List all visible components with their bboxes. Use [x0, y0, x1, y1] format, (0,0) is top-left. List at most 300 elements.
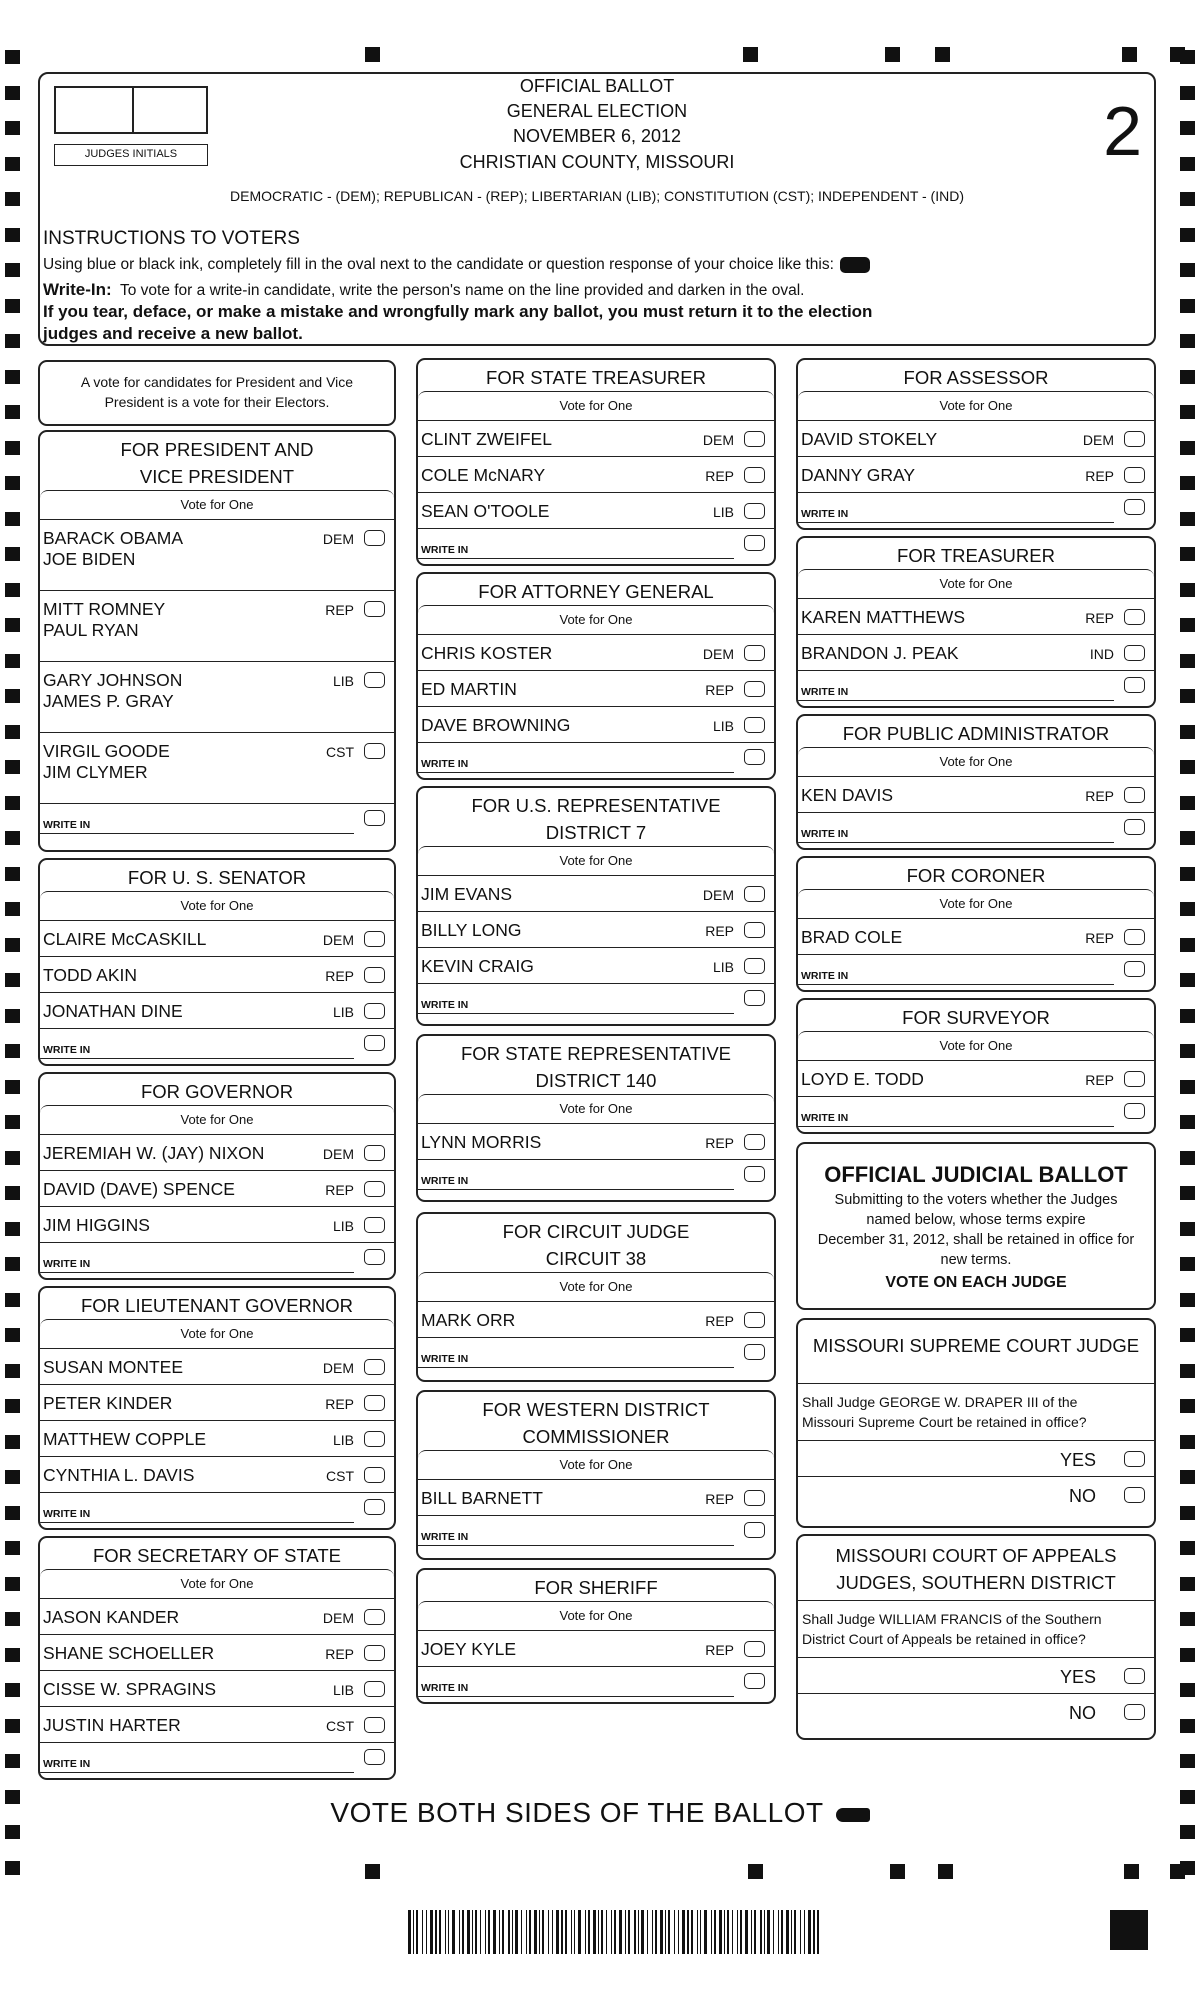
timing-mark	[5, 1364, 20, 1378]
vote-oval[interactable]	[744, 1490, 765, 1506]
barcode-bar	[791, 1910, 792, 1954]
candidate-row[interactable]: JEREMIAH W. (JAY) NIXON DEM	[40, 1135, 394, 1171]
retention-yes-row[interactable]: YES	[798, 1657, 1154, 1693]
barcode-bar	[697, 1910, 698, 1954]
vote-oval[interactable]	[1124, 1487, 1145, 1503]
write-in-row[interactable]: WRITE IN	[40, 804, 394, 834]
barcode	[408, 1910, 828, 1954]
timing-mark	[1180, 867, 1195, 881]
timing-mark	[5, 547, 20, 561]
write-in-row[interactable]: WRITE IN	[418, 1160, 774, 1190]
contest-president	[38, 430, 396, 852]
vote-oval[interactable]	[364, 1249, 385, 1265]
vote-oval[interactable]	[364, 1467, 385, 1483]
vote-oval[interactable]	[1124, 787, 1145, 803]
timing-mark	[5, 476, 20, 490]
judges-initials-label: JUDGES INITIALS	[54, 144, 208, 166]
barcode-bar	[426, 1910, 427, 1954]
contest-lieutenant-governor	[38, 1286, 396, 1530]
timing-mark	[5, 1577, 20, 1591]
vote-oval[interactable]	[744, 990, 765, 1006]
timing-mark	[935, 47, 950, 62]
vote-oval[interactable]	[364, 601, 385, 617]
candidate-row[interactable]: KAREN MATTHEWS REP	[798, 599, 1154, 635]
ballot-number: 2	[1103, 92, 1142, 170]
timing-mark	[1180, 1577, 1195, 1591]
write-in-row[interactable]: WRITE IN	[418, 1338, 774, 1368]
barcode-bar	[700, 1910, 701, 1954]
candidate-row[interactable]: MATTHEW COPPLE LIB	[40, 1421, 394, 1457]
write-in-row[interactable]: WRITE IN	[798, 813, 1154, 843]
vote-oval[interactable]	[364, 1609, 385, 1625]
contest-title: FOR GOVERNOR	[140, 1081, 294, 1102]
contest-us-senator	[38, 858, 396, 1066]
vote-for-one: Vote for One	[418, 1094, 774, 1124]
barcode-bar	[760, 1910, 762, 1954]
write-in-row[interactable]: WRITE IN	[798, 671, 1154, 701]
barcode-bar	[691, 1910, 693, 1954]
timing-mark	[890, 1864, 905, 1879]
write-in-row[interactable]: WRITE IN	[418, 1516, 774, 1546]
candidate-row[interactable]: JIM EVANS DEM	[418, 876, 774, 912]
candidate-row[interactable]: SEAN O'TOOLE LIB	[418, 493, 774, 529]
barcode-bar	[751, 1910, 752, 1954]
barcode-bar	[515, 1910, 518, 1954]
vote-oval[interactable]	[364, 672, 385, 688]
vote-oval[interactable]	[364, 1035, 385, 1051]
timing-mark	[5, 867, 20, 881]
barcode-bar	[737, 1910, 738, 1954]
vote-oval[interactable]	[364, 1181, 385, 1197]
timing-mark	[885, 47, 900, 62]
candidate-row[interactable]: TODD AKIN REP	[40, 957, 394, 993]
vote-oval[interactable]	[364, 1359, 385, 1375]
barcode-bar	[794, 1910, 796, 1954]
timing-mark	[1180, 476, 1195, 490]
barcode-bar	[472, 1910, 473, 1954]
vote-oval[interactable]	[744, 958, 765, 974]
vote-oval[interactable]	[364, 967, 385, 983]
barcode-bar	[767, 1910, 770, 1954]
contest-surveyor	[796, 998, 1156, 1134]
vote-oval[interactable]	[364, 1217, 385, 1233]
barcode-bar	[611, 1910, 612, 1954]
timing-mark	[5, 1612, 20, 1626]
barcode-bar	[625, 1910, 626, 1954]
timing-mark	[1180, 654, 1195, 668]
timing-mark	[5, 760, 20, 774]
timing-mark	[1180, 1222, 1195, 1236]
vote-for-one: Vote for One	[418, 1601, 774, 1631]
candidate-row[interactable]: SHANE SCHOELLER REP	[40, 1635, 394, 1671]
contest-title: FOR TREASURER	[897, 545, 1055, 566]
timing-mark	[1180, 760, 1195, 774]
vote-oval[interactable]	[744, 535, 765, 551]
barcode-bar	[606, 1910, 607, 1954]
timing-mark	[5, 1293, 20, 1307]
write-in-row[interactable]: WRITE IN	[798, 955, 1154, 985]
timing-mark	[1180, 1151, 1195, 1165]
timing-mark	[5, 370, 20, 384]
header-title: OFFICIAL BALLOT	[519, 76, 675, 96]
timing-mark	[1180, 583, 1195, 597]
timing-mark	[1180, 938, 1195, 952]
contest-title: FOR ATTORNEY GENERAL	[478, 581, 714, 602]
contest-title: FOR CORONER	[906, 865, 1046, 886]
write-in-row[interactable]: WRITE IN	[418, 743, 774, 773]
timing-mark	[5, 1861, 20, 1875]
timing-mark	[5, 1222, 20, 1236]
vote-oval[interactable]	[1124, 645, 1145, 661]
timing-mark	[5, 334, 20, 348]
timing-mark	[5, 618, 20, 632]
contest-western-district-commissioner	[416, 1390, 776, 1560]
barcode-bar	[687, 1910, 689, 1954]
timing-mark	[5, 263, 20, 277]
instructions-title: INSTRUCTIONS TO VOTERS	[43, 228, 300, 249]
vote-oval[interactable]	[364, 530, 385, 546]
candidate-row[interactable]: VIRGIL GOODE JIM CLYMER CST	[40, 733, 394, 804]
timing-mark	[1180, 1683, 1195, 1697]
barcode-bar	[638, 1910, 639, 1954]
barcode-bar	[773, 1910, 774, 1954]
vote-oval[interactable]	[364, 1003, 385, 1019]
timing-mark	[748, 1864, 763, 1879]
candidate-row[interactable]: CISSE W. SPRAGINS LIB	[40, 1671, 394, 1707]
barcode-bar	[740, 1910, 742, 1954]
vote-oval[interactable]	[1124, 1451, 1145, 1467]
barcode-bar	[754, 1910, 756, 1954]
timing-mark	[1180, 441, 1195, 455]
timing-mark	[5, 157, 20, 171]
barcode-bar	[578, 1910, 581, 1954]
retention-no-row[interactable]: NO	[798, 1476, 1154, 1512]
barcode-bar	[529, 1910, 531, 1954]
vote-for-one: Vote for One	[40, 1319, 394, 1349]
vote-oval[interactable]	[1124, 1103, 1145, 1119]
vote-oval[interactable]	[364, 1499, 385, 1515]
timing-mark	[1180, 370, 1195, 384]
candidate-row[interactable]: DAVID (DAVE) SPENCE REP	[40, 1171, 394, 1207]
instructions-line: Using blue or black ink, completely fill in the oval next to the candidate or question response of your choice like this:	[43, 256, 870, 274]
candidate-row[interactable]: BILLY LONG REP	[418, 912, 774, 948]
timing-mark	[1180, 1009, 1195, 1023]
retention-yes-row[interactable]: YES	[798, 1440, 1154, 1476]
write-in-row[interactable]: WRITE IN	[40, 1743, 394, 1773]
timing-mark	[365, 1864, 380, 1879]
vote-oval[interactable]	[744, 749, 765, 765]
vote-oval[interactable]	[744, 467, 765, 483]
contest-assessor	[796, 358, 1156, 530]
barcode-bar	[499, 1910, 500, 1954]
barcode-bar	[571, 1910, 572, 1954]
vote-oval[interactable]	[364, 1717, 385, 1733]
barcode-bar	[711, 1910, 712, 1954]
timing-mark	[1180, 1435, 1195, 1449]
candidate-row[interactable]: GARY JOHNSON JAMES P. GRAY LIB	[40, 662, 394, 733]
candidate-row[interactable]: CHRIS KOSTER DEM	[418, 635, 774, 671]
timing-mark	[1180, 192, 1195, 206]
candidate-row[interactable]: CLAIRE McCASKILL DEM	[40, 921, 394, 957]
vote-oval[interactable]	[744, 1166, 765, 1182]
timing-mark	[1180, 1719, 1195, 1733]
vote-oval[interactable]	[364, 1681, 385, 1697]
header-county: CHRISTIAN COUNTY, MISSOURI	[459, 152, 735, 172]
candidate-row[interactable]: KEVIN CRAIG LIB	[418, 948, 774, 984]
contest-title: FOR WESTERN DISTRICT COMMISSIONER	[482, 1399, 710, 1447]
timing-mark	[1180, 405, 1195, 419]
write-in-row[interactable]: WRITE IN	[40, 1493, 394, 1523]
vote-oval[interactable]	[744, 1312, 765, 1328]
candidate-row[interactable]: MARK ORR REP	[418, 1302, 774, 1338]
timing-mark	[5, 689, 20, 703]
timing-mark	[1180, 157, 1195, 171]
barcode-bar	[585, 1910, 586, 1954]
timing-mark	[5, 902, 20, 916]
barcode-bar	[727, 1910, 729, 1954]
retention-title: MISSOURI COURT OF APPEALS JUDGES, SOUTHERN DISTRICT	[835, 1545, 1117, 1593]
barcode-bar	[445, 1910, 446, 1954]
timing-mark	[1180, 1080, 1195, 1094]
vote-for-one: Vote for One	[418, 1450, 774, 1480]
vote-oval[interactable]	[1124, 961, 1145, 977]
barcode-bar	[526, 1910, 527, 1954]
vote-for-one: Vote for One	[40, 1105, 394, 1135]
candidate-row[interactable]: JIM HIGGINS LIB	[40, 1207, 394, 1243]
barcode-bar	[502, 1910, 504, 1954]
contest-coroner	[796, 856, 1156, 992]
contest-title: FOR SURVEYOR	[902, 1007, 1050, 1028]
vote-oval[interactable]	[744, 681, 765, 697]
candidate-row[interactable]: KEN DAVIS REP	[798, 777, 1154, 813]
vote-oval[interactable]	[744, 1641, 765, 1657]
vote-each-judge: VOTE ON EACH JUDGE	[885, 1274, 1067, 1291]
candidate-row[interactable]: CLINT ZWEIFEL DEM	[418, 421, 774, 457]
vote-for-one: Vote for One	[418, 846, 774, 876]
vote-oval[interactable]	[364, 810, 385, 826]
contest-treasurer	[796, 536, 1156, 708]
contest-circuit-judge	[416, 1212, 776, 1382]
candidate-row[interactable]: BARACK OBAMA JOE BIDEN DEM	[40, 520, 394, 591]
vote-oval[interactable]	[1124, 929, 1145, 945]
candidate-row[interactable]: DAVID STOKELY DEM	[798, 421, 1154, 457]
vote-oval[interactable]	[744, 1522, 765, 1538]
candidate-row[interactable]: JASON KANDER DEM	[40, 1599, 394, 1635]
timing-mark	[5, 725, 20, 739]
retention-court-of-appeals	[796, 1534, 1156, 1740]
timing-mark	[5, 121, 20, 135]
candidate-row[interactable]: LOYD E. TODD REP	[798, 1061, 1154, 1097]
timing-mark	[1180, 86, 1195, 100]
vote-for-one: Vote for One	[40, 891, 394, 921]
contest-title: FOR PUBLIC ADMINISTRATOR	[842, 723, 1110, 744]
vote-oval[interactable]	[364, 743, 385, 759]
barcode-bar	[416, 1910, 418, 1954]
vote-oval[interactable]	[744, 503, 765, 519]
filled-oval-example-icon	[840, 257, 870, 273]
vote-for-one: Vote for One	[418, 391, 774, 421]
timing-mark	[5, 1754, 20, 1768]
vote-oval[interactable]	[1124, 1071, 1145, 1087]
timing-mark	[1180, 1364, 1195, 1378]
barcode-bar	[781, 1910, 783, 1954]
barcode-bar	[724, 1910, 725, 1954]
candidate-row[interactable]: BRANDON J. PEAK IND	[798, 635, 1154, 671]
vote-oval[interactable]	[1124, 467, 1145, 483]
timing-mark	[5, 1683, 20, 1697]
barcode-bar	[459, 1910, 460, 1954]
timing-mark	[1180, 1541, 1195, 1555]
candidate-row[interactable]: MITT ROMNEY PAUL RYAN REP	[40, 591, 394, 662]
retention-supreme-court	[796, 1318, 1156, 1528]
candidate-row[interactable]: PETER KINDER REP	[40, 1385, 394, 1421]
barcode-bar	[808, 1910, 811, 1954]
barcode-bar	[714, 1910, 716, 1954]
barcode-bar	[652, 1910, 653, 1954]
write-in-row[interactable]: WRITE IN	[40, 1243, 394, 1273]
contest-attorney-general	[416, 572, 776, 780]
timing-mark	[5, 1506, 20, 1520]
timing-mark	[1180, 512, 1195, 526]
timing-mark	[1110, 1910, 1148, 1950]
barcode-bar	[704, 1910, 707, 1954]
candidate-row[interactable]: SUSAN MONTEE DEM	[40, 1349, 394, 1385]
vote-oval[interactable]	[364, 1145, 385, 1161]
timing-mark	[5, 1009, 20, 1023]
vote-oval[interactable]	[744, 1344, 765, 1360]
candidate-row[interactable]: BILL BARNETT REP	[418, 1480, 774, 1516]
vote-oval[interactable]	[364, 1749, 385, 1765]
candidate-row[interactable]: JONATHAN DINE LIB	[40, 993, 394, 1029]
candidate-row[interactable]: JOEY KYLE REP	[418, 1631, 774, 1667]
timing-mark	[1124, 1864, 1139, 1879]
ballot-header	[38, 72, 1156, 346]
vote-oval[interactable]	[1124, 819, 1145, 835]
vote-oval[interactable]	[744, 717, 765, 733]
candidate-row[interactable]: CYNTHIA L. DAVIS CST	[40, 1457, 394, 1493]
vote-oval[interactable]	[744, 645, 765, 661]
header-election: GENERAL ELECTION	[506, 101, 688, 121]
retention-no-row[interactable]: NO	[798, 1693, 1154, 1729]
vote-oval[interactable]	[1124, 677, 1145, 693]
vote-oval[interactable]	[1124, 1668, 1145, 1684]
timing-mark	[1180, 1257, 1195, 1271]
contest-us-representative	[416, 786, 776, 1026]
retention-question: Shall Judge WILLIAM FRANCIS of the Southern District Court of Appeals be retained in office?	[798, 1600, 1154, 1657]
barcode-bar	[475, 1910, 477, 1954]
vote-oval[interactable]	[364, 1431, 385, 1447]
candidate-row[interactable]: LYNN MORRIS REP	[418, 1124, 774, 1160]
timing-mark	[1180, 1648, 1195, 1662]
timing-mark	[5, 1257, 20, 1271]
timing-mark	[5, 86, 20, 100]
barcode-bar	[800, 1910, 801, 1954]
party-legend: DEMOCRATIC - (DEM); REPUBLICAN - (REP); LIBERTARIAN (LIB); CONSTITUTION (CST); INDEPENDENT - (IND)	[230, 188, 964, 204]
timing-mark	[1180, 228, 1195, 242]
write-in-row[interactable]: WRITE IN	[418, 529, 774, 559]
barcode-bar	[619, 1910, 622, 1954]
vote-oval[interactable]	[364, 1645, 385, 1661]
timing-mark	[5, 1435, 20, 1449]
barcode-bar	[508, 1910, 510, 1954]
write-in-row[interactable]: WRITE IN	[418, 1667, 774, 1697]
barcode-bar	[628, 1910, 630, 1954]
timing-mark	[1180, 902, 1195, 916]
barcode-bar	[588, 1910, 590, 1954]
barcode-bar	[556, 1910, 559, 1954]
vote-for-one: Vote for One	[798, 747, 1154, 777]
timing-mark	[5, 796, 20, 810]
vote-for-one: Vote for One	[798, 391, 1154, 421]
write-in-row[interactable]: WRITE IN	[798, 1097, 1154, 1127]
barcode-bar	[655, 1910, 657, 1954]
vote-oval[interactable]	[1124, 499, 1145, 515]
vote-oval[interactable]	[1124, 431, 1145, 447]
write-in-row[interactable]: WRITE IN	[40, 1029, 394, 1059]
timing-mark	[5, 1044, 20, 1058]
barcode-bar	[682, 1910, 685, 1954]
barcode-bar	[408, 1910, 411, 1954]
vote-oval[interactable]	[364, 1395, 385, 1411]
vote-oval[interactable]	[744, 431, 765, 447]
timing-mark	[5, 405, 20, 419]
vote-for-one: Vote for One	[40, 490, 394, 520]
barcode-bar	[548, 1910, 549, 1954]
contest-title: FOR SHERIFF	[534, 1577, 658, 1598]
timing-mark	[5, 1541, 20, 1555]
vote-oval[interactable]	[744, 1134, 765, 1150]
candidate-row[interactable]: DAVE BROWNING LIB	[418, 707, 774, 743]
warning-line-1: If you tear, deface, or make a mistake and wrongfully mark any ballot, you must return it to the election	[43, 302, 873, 321]
barcode-bar	[641, 1910, 644, 1954]
warning-line-2: judges and receive a new ballot.	[43, 324, 303, 343]
candidate-row[interactable]: BRAD COLE REP	[798, 919, 1154, 955]
barcode-bar	[593, 1910, 596, 1954]
vote-oval[interactable]	[1124, 1704, 1145, 1720]
barcode-bar	[719, 1910, 722, 1954]
candidate-row[interactable]: COLE McNARY REP	[418, 457, 774, 493]
barcode-bar	[565, 1910, 567, 1954]
barcode-bar	[647, 1910, 648, 1954]
barcode-bar	[488, 1910, 490, 1954]
vote-oval[interactable]	[364, 931, 385, 947]
judicial-title: OFFICIAL JUDICIAL BALLOT	[824, 1162, 1128, 1187]
pointing-hand-icon	[836, 1808, 870, 1822]
contest-state-treasurer	[416, 358, 776, 566]
contest-title: FOR PRESIDENT AND VICE PRESIDENT	[120, 439, 314, 487]
barcode-bar	[660, 1910, 663, 1954]
barcode-bar	[542, 1910, 544, 1954]
barcode-bar	[512, 1910, 513, 1954]
timing-mark	[1180, 618, 1195, 632]
vote-oval[interactable]	[744, 886, 765, 902]
write-in-row[interactable]: WRITE IN	[418, 984, 774, 1014]
timing-mark	[1180, 121, 1195, 135]
vote-oval[interactable]	[744, 1673, 765, 1689]
candidate-row[interactable]: ED MARTIN REP	[418, 671, 774, 707]
vote-oval[interactable]	[744, 922, 765, 938]
candidate-row[interactable]: JUSTIN HARTER CST	[40, 1707, 394, 1743]
candidate-row[interactable]: DANNY GRAY REP	[798, 457, 1154, 493]
vote-oval[interactable]	[1124, 609, 1145, 625]
timing-mark	[5, 228, 20, 242]
vote-for-one: Vote for One	[40, 1569, 394, 1599]
timing-mark	[1180, 796, 1195, 810]
timing-mark	[1180, 1328, 1195, 1342]
write-in-row[interactable]: WRITE IN	[798, 493, 1154, 523]
timing-mark	[5, 831, 20, 845]
timing-mark	[1180, 689, 1195, 703]
